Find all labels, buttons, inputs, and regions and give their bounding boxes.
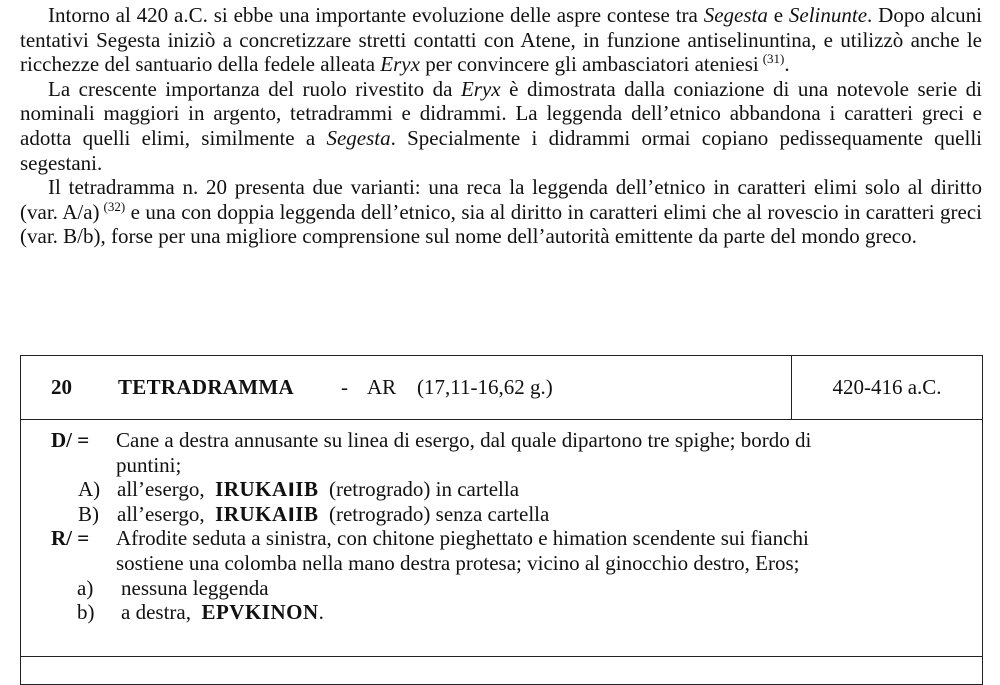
italic-eryx: Eryx (380, 52, 420, 77)
text: . (784, 52, 790, 77)
obverse-label: D/ = (51, 428, 90, 452)
italic-selinunte: Selinunte (788, 3, 868, 27)
footnote-ref-31[interactable]: (31) (762, 51, 785, 67)
text: e (767, 3, 789, 27)
obverse-text-1: Cane a destra annusante su linea di esergo, dal quale dipartono tre spighe; bordo di (116, 428, 812, 452)
variant-key: a) (77, 575, 94, 600)
variant-key: B) (78, 501, 99, 526)
reverse-line-1 (51, 526, 89, 551)
elymian-legend (215, 477, 318, 501)
italic-eryx: Eryx (460, 76, 501, 101)
reverse-text-2: sostiene una colomba nella mano destra protesa; vicino al ginocchio destro, Eros; (116, 551, 800, 575)
obverse-variant-b (78, 502, 99, 527)
variant-post: (retrogrado) in cartella (328, 477, 520, 502)
text: La crescente importanza del ruolo rivestito da (48, 76, 461, 101)
legend-part: IRUKA (215, 477, 288, 502)
coin-metal: AR (367, 375, 397, 399)
elymian-legend (215, 502, 318, 526)
coin-date-cell: 420-416 a.C. (832, 375, 942, 399)
paragraph-1 (20, 3, 982, 77)
reverse-variant-b-text (121, 600, 324, 625)
reverse-variant-b (77, 600, 95, 625)
variant-key: b) (77, 600, 95, 625)
variant-pre: all’esergo, (117, 501, 205, 526)
coin-denomination: TETRADRAMMA (118, 375, 294, 399)
variant-post: . (318, 600, 324, 625)
footnote-ref-32[interactable]: (32) (103, 198, 126, 214)
elymian-letter-glyph: I (287, 503, 296, 526)
coin-description-cell (21, 419, 982, 657)
coin-weight: (17,11-16,62 g.) (417, 375, 553, 399)
variant-post: (retrogrado) senza cartella (328, 501, 550, 526)
text: . Dopo alcuni tentativi Segesta iniziò a concretizzare stretti contatti con Atene, in funzione antiselinuntina, e utilizzò anche le ricchezze del santuario della fedele alleata (20, 3, 982, 77)
elymian-letter-glyph: I (287, 479, 296, 502)
coin-number: 20 (51, 375, 72, 399)
text: Il tetradramma n. 20 presenta due varianti: una reca la leggenda dell’etnico in caratteri elimi solo al diritto (var. A/a) (20, 175, 982, 224)
italic-segesta: Segesta (326, 125, 391, 150)
variant-key: A) (78, 477, 101, 502)
coin-title-cell (21, 356, 792, 419)
variant-pre: a destra, (121, 600, 191, 625)
obverse-variant-a (78, 477, 100, 502)
text: e una con doppia leggenda dell’etnico, sia al diritto in caratteri elimi che al rovescio in caratteri greci (var. B/b), forse per una migliore comprensione sul nome dell’autorità emittente da parte del mondo greco. (20, 199, 982, 249)
legend-part: IB (295, 477, 319, 502)
obverse-variant-a-text (117, 477, 519, 503)
coin-catalog-entry (20, 355, 983, 685)
legend-part: IRUKA (215, 501, 288, 526)
reverse-variant-a (77, 576, 93, 601)
paragraph-2 (20, 77, 982, 175)
reverse-variant-a-text: nessuna leggenda (121, 575, 269, 600)
text: Intorno al 420 a.C. si ebbe una importante evoluzione delle aspre contese tra (48, 3, 704, 27)
coin-header-row (21, 356, 982, 420)
obverse-variant-b-text (117, 502, 549, 528)
greek-legend: EPVKINON (201, 600, 319, 625)
legend-part: IB (295, 501, 319, 526)
italic-segesta: Segesta (703, 3, 768, 27)
separator-dash: - (341, 375, 348, 399)
text: è dimostrata dalla coniazione di una notevole serie di nominali maggiori in argento, tetradrammi e didrammi. La leggenda dell’etnico abbandona i caratteri greci e adotta quelli elimi, similmente a (20, 76, 982, 150)
reverse-text-1: Afrodite seduta a sinistra, con chitone pieghettato e himation scendente sui fianchi (116, 526, 809, 551)
paragraph-3 (20, 175, 982, 249)
reverse-label: R/ = (51, 526, 90, 551)
obverse-line-1 (51, 428, 89, 453)
obverse-text-2: puntini; (116, 452, 182, 477)
text: per convincere gli ambasciatori ateniesi (419, 52, 759, 77)
text: . Specialmente i didrammi ormai copiano pedissequamente quelli segestani. (20, 125, 983, 175)
variant-pre: all’esergo, (117, 477, 205, 502)
body-text (20, 3, 982, 249)
